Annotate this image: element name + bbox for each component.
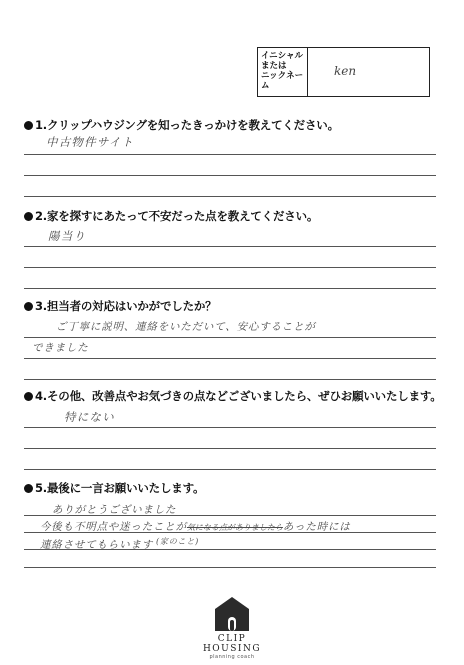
- logo-subtitle: planning coach: [209, 654, 255, 660]
- answer-2-line-1: 陽当り: [48, 229, 87, 243]
- answer-rule: [24, 154, 436, 155]
- answer-5-line-1: ありがとうございました: [52, 504, 177, 516]
- answer-1-line-1: 中古物件サイト: [46, 135, 135, 149]
- struck-text: 気になる点がありましたら: [186, 523, 283, 532]
- answer-rule: [24, 246, 436, 247]
- answer-rule: [24, 469, 436, 470]
- question-1-title: 1.クリップハウジングを知ったきっかけを教えてください。: [24, 118, 444, 132]
- bullet-icon: [24, 484, 33, 493]
- answer-rule: [24, 427, 436, 428]
- bullet-icon: [24, 121, 33, 130]
- question-4: [24, 389, 444, 424]
- nickname-label: イニシャル または ニックネー ム: [258, 48, 308, 96]
- answer-rule: [24, 358, 436, 359]
- answer-rule: [24, 337, 436, 338]
- question-4-title: 4.その他、改善点やお気づきの点などございましたら、ぜひお願いいたします。: [24, 389, 444, 403]
- question-2: [24, 209, 444, 243]
- answer-rule: [24, 567, 436, 568]
- question-1: [24, 118, 444, 149]
- answer-5-note: (家のこと): [156, 537, 200, 546]
- answer-rule: [24, 267, 436, 268]
- answer-4-line-1: 特にない: [64, 410, 115, 424]
- answer-rule: [24, 196, 436, 197]
- answer-rule: [24, 532, 436, 533]
- answer-rule: [24, 549, 436, 550]
- answer-5-line-2: 今後も不明点や迷ったことが気になる点がありましたらあった時には: [40, 521, 351, 533]
- question-2-title: 2.家を探すにあたって不安だった点を教えてください。: [24, 209, 444, 223]
- nickname-value: ken: [334, 64, 357, 78]
- answer-3-line-1: ご丁寧に説明、連絡をいただいて、安心することが: [56, 321, 316, 333]
- question-3-title: 3.担当者の対応はいかがでしたか？: [24, 299, 444, 313]
- answer-3-line-2: できました: [32, 342, 89, 354]
- nickname-box: [257, 47, 430, 97]
- bullet-icon: [24, 302, 33, 311]
- question-5-title: 5.最後に一言お願いいたします。: [24, 481, 444, 495]
- answer-5-line-3: 連絡させてもらいます $^{(家のこと)}$: [40, 537, 200, 551]
- answer-rule: [24, 379, 436, 380]
- answer-rule: [24, 515, 436, 516]
- question-5: [24, 481, 444, 551]
- logo-name: CLIP HOUSING: [202, 634, 262, 654]
- answer-rule: [24, 448, 436, 449]
- clip-housing-logo: [190, 595, 274, 660]
- house-logo-icon: [213, 595, 251, 633]
- answer-rule: [24, 288, 436, 289]
- question-3: [24, 299, 444, 354]
- answer-rule: [24, 175, 436, 176]
- bullet-icon: [24, 392, 33, 401]
- bullet-icon: [24, 212, 33, 221]
